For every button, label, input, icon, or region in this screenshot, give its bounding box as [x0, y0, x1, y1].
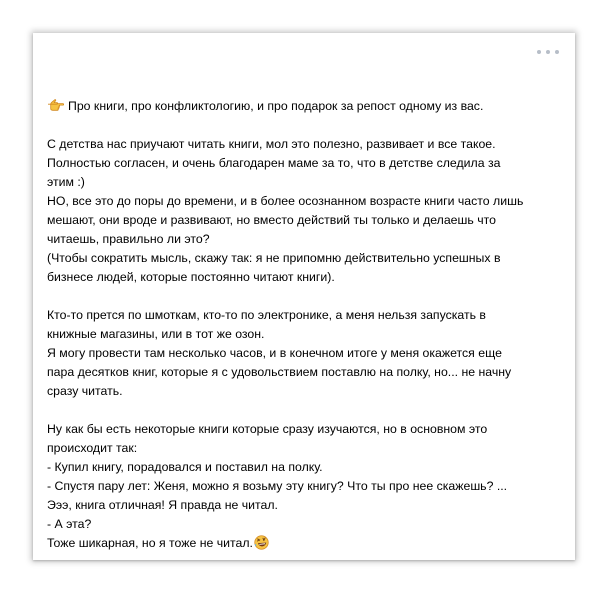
post-card [33, 33, 575, 560]
more-dot-icon [537, 50, 541, 54]
more-dot-icon [555, 50, 559, 54]
post-last-line-text: Тоже шикарная, но я тоже не читал. [47, 536, 253, 550]
rolling-laughing-icon [254, 535, 269, 550]
post-paragraph-1 [47, 135, 557, 287]
post-line: происходит так: [47, 441, 138, 455]
post-line: С детства нас приучают читать книги, мол это полезно, развивает и все такое. [47, 137, 496, 151]
post-line: (Чтобы сократить мысль, скажу так: я не припомню действительно успешных в [47, 251, 501, 265]
post-line: - А эта? [47, 517, 92, 531]
post-line: Полностью согласен, и очень благодарен маме за то, что в детстве следила за [47, 156, 501, 170]
post-line: сразу читать. [47, 384, 123, 398]
post-line: бизнесе людей, которые постоянно читают книги). [47, 270, 335, 284]
post-last-line [47, 534, 557, 553]
post-paragraph-3 [47, 420, 557, 553]
post-line: мешают, они вроде и развивают, но вместо действий ты только и делаешь что [47, 213, 496, 227]
post-line: - Спустя пару лет: Женя, можно я возьму эту книгу? Что ты про нее скажешь? ... [47, 479, 508, 493]
post-line: Ну как бы есть некоторые книги которые сразу изучаются, но в основном это [47, 422, 488, 436]
post-line: Я могу провести там несколько часов, и в конечном итоге у меня окажется еще [47, 346, 502, 360]
post-line: Эээ, книга отличная! Я правда не читал. [47, 498, 278, 512]
more-options-button[interactable] [537, 46, 559, 58]
post-intro-line [47, 97, 557, 116]
post-line: книжные магазины, или в тот же озон. [47, 327, 265, 341]
more-dot-icon [546, 50, 550, 54]
pointing-hand-icon [47, 99, 64, 111]
post-line: НО, все это до поры до времени, и в более осознанном возрасте книги часто лишь [47, 194, 524, 208]
post-intro-text: Про книги, про конфликтологию, и про подарок за репост одному из вас. [68, 99, 484, 113]
post-line: Кто-то прется по шмоткам, кто-то по электронике, а меня нельзя запускать в [47, 308, 486, 322]
post-paragraph-2 [47, 306, 557, 401]
post-line: пара десятков книг, которые я с удовольствием поставлю на полку, но... не начну [47, 365, 512, 379]
post-text [47, 97, 557, 553]
post-line: - Купил книгу, порадовался и поставил на полку. [47, 460, 323, 474]
post-line: читаешь, правильно ли это? [47, 232, 210, 246]
post-line: этим :) [47, 175, 85, 189]
post-intro-paragraph [47, 97, 557, 116]
